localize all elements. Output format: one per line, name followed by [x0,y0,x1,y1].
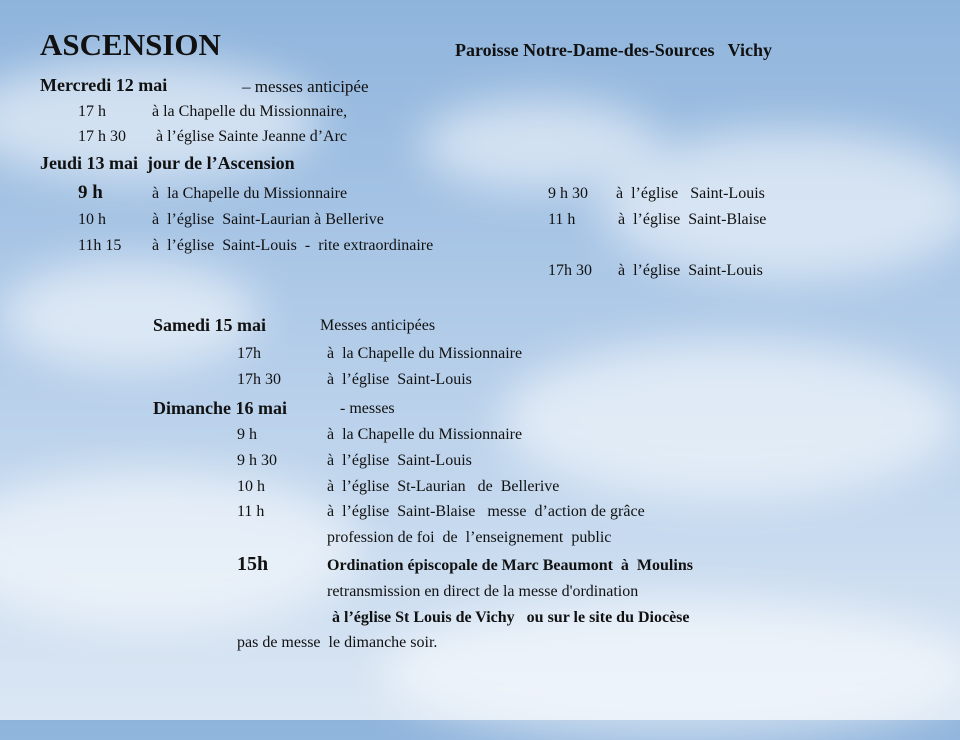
wednesday-note: – messes anticipée [242,77,369,96]
thursday-place: à l’église Saint-Laurian à Bellerive [152,211,384,228]
thursday-heading: Jeudi 13 mai jour de l’Ascension [40,153,295,173]
thursday-place: à l’église Saint-Louis - rite extraordinaire [152,237,434,254]
saturday-place: à l’église Saint-Louis [327,371,472,388]
cloud-decoration [0,470,360,630]
thursday-time: 11h 15 [78,237,122,254]
cloud-decoration [600,130,960,280]
thursday-place: à l’église Saint-Louis [618,262,763,279]
wednesday-heading: Mercredi 12 mai [40,75,168,95]
ordination-title: Ordination épiscopale de Marc Beaumont à Moulins [327,557,693,574]
thursday-place: à l’église Saint-Blaise [618,211,767,228]
thursday-time: 11 h [548,211,576,228]
ordination-broadcast: retransmission en direct de la messe d'ordination [327,583,639,600]
sunday-place: à l’église Saint-Blaise messe d’action de grâce [327,503,645,520]
sunday-time: 9 h [237,426,257,443]
wednesday-time: 17 h [78,103,106,120]
cloud-decoration [500,340,960,500]
thursday-place: à l’église Saint-Louis [616,185,765,202]
wednesday-place: à l’église Sainte Jeanne d’Arc [156,128,348,145]
sunday-note: - messes [340,400,395,417]
thursday-time: 10 h [78,211,106,228]
ordination-time: 15h [237,553,269,575]
sunday-place: à l’église Saint-Louis [327,452,472,469]
thursday-time: 17h 30 [548,262,592,279]
saturday-heading: Samedi 15 mai [153,315,267,335]
sunday-time: 10 h [237,478,265,495]
thursday-time: 9 h [78,182,103,203]
sunday-place: à l’église St-Laurian de Bellerive [327,478,560,495]
sunday-time: 9 h 30 [237,452,277,469]
saturday-time: 17h 30 [237,371,281,388]
final-note: pas de messe le dimanche soir. [237,634,438,651]
sunday-place: à la Chapelle du Missionnaire [327,426,523,443]
thursday-time: 9 h 30 [548,185,588,202]
sunday-heading: Dimanche 16 mai [153,398,287,418]
saturday-note: Messes anticipées [320,317,436,334]
saturday-time: 17h [237,345,261,362]
thursday-place: à la Chapelle du Missionnaire [152,185,348,202]
saturday-place: à la Chapelle du Missionnaire [327,345,523,362]
profession-line: profession de foi de l’enseignement public [327,529,612,546]
ordination-location: à l’église St Louis de Vichy ou sur le site du Diocèse [332,609,690,626]
wednesday-time: 17 h 30 [78,128,126,145]
wednesday-place: à la Chapelle du Missionnaire, [152,103,348,120]
sunday-time: 11 h [237,503,265,520]
page-title: ASCENSION [40,27,221,62]
parish-name: Paroisse Notre-Dame-des-Sources Vichy [455,40,772,60]
